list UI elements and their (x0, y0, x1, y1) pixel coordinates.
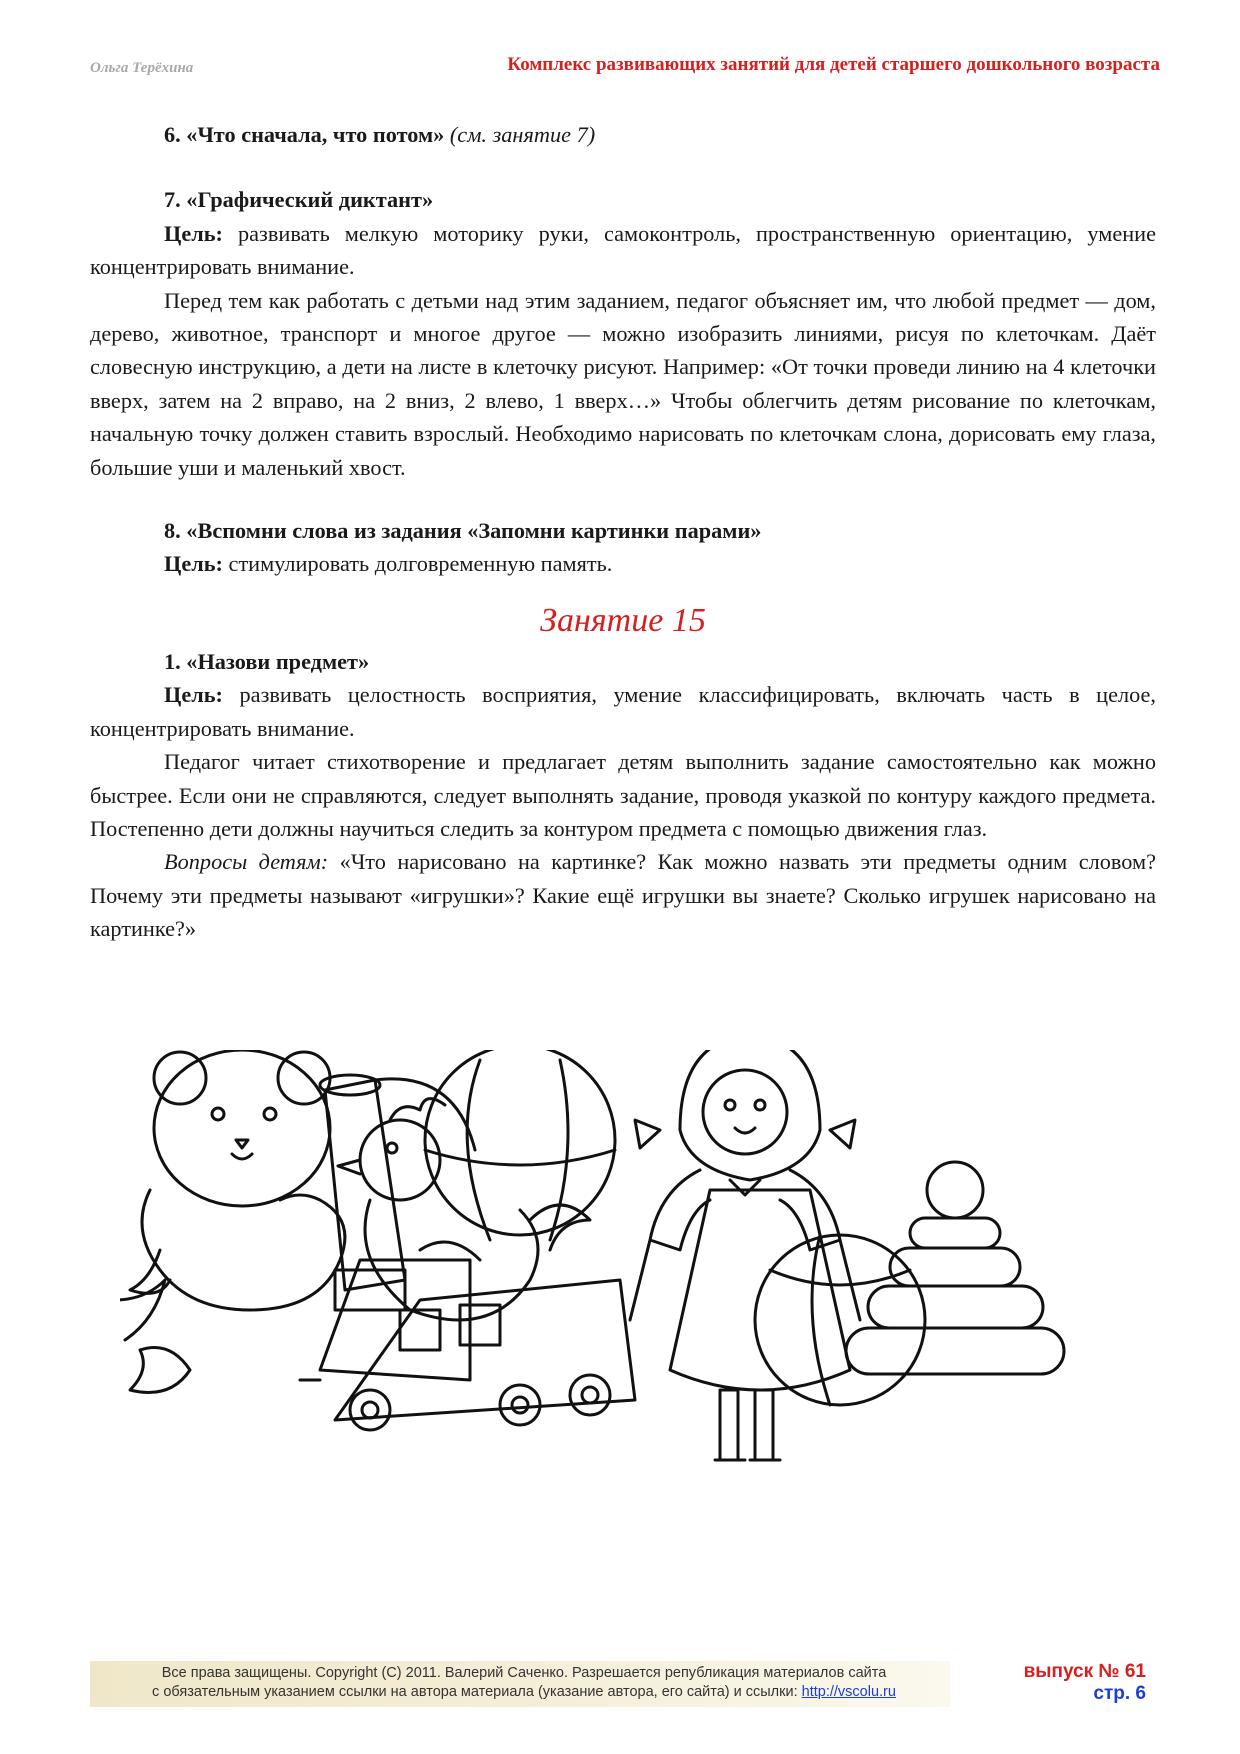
page-number: стр. 6 (1093, 1683, 1146, 1704)
footer-site-link[interactable]: http://vscolu.ru (801, 1684, 896, 1700)
toys-illustration (120, 1050, 1130, 1640)
section-8-heading: 8. «Вспомни слова из задания «Запомни картинки парами» (164, 518, 762, 544)
footer-copyright-line: Все права защищены. Copyright (C) 2011. Валерий Саченко. Разрешается републикация материалов сайта (161, 1665, 887, 1681)
section-7-body: Перед тем как работать с детьми над этим заданием, педагог объясняет им, что любой предмет — дом, дерево, животное, транспорт и многое другое — можно изобразить линиями, рисуя по клеточкам. Даёт словесную инструкцию, а дети на листе в клеточку рисуют. Например: «От точки проведи линию на 4 клеточки вверх, затем на 2 вправо, на 2 вниз, 2 влево, 1 вверх…» Чтобы облегчить детям рисование по клеточкам, начальную точку должен ставить взрослый. Необходимо нарисовать по клеточкам слона, дорисовать ему глаза, большие уши и маленький хвост. (90, 287, 1156, 480)
section-7-goal: Цель: развивать мелкую моторику руки, самоконтроль, пространственную ориентацию, умение концентрировать внимание. (90, 220, 1156, 280)
pyramid-drawing (846, 1162, 1064, 1374)
header-title: Комплекс развивающих занятий для детей старшего дошкольного возраста (507, 54, 1160, 75)
truck-drawing (300, 1260, 635, 1430)
page-header (90, 54, 1160, 84)
lesson-1-questions: Вопросы детям: «Что нарисовано на картинке? Как можно назвать эти предметы одним словом? Почему эти предметы называют «игрушки»? Какие ещё игрушки вы знаете? Сколько игрушек нарисовано на картинке?» (90, 849, 1156, 942)
bucket-drawing (320, 1075, 475, 1290)
section-7-heading: 7. «Графический диктант» (164, 187, 434, 213)
page-footer (90, 1661, 1160, 1707)
lesson-1-goal: Цель: развивать целостность восприятия, умение классифицировать, включать часть в целое, концентрировать внимание. (90, 682, 1157, 741)
section-8-goal: Цель: стимулировать долговременную память. (164, 551, 613, 577)
document-body (90, 118, 1156, 946)
footer-attribution-line: с обязательным указанием ссылки на автора материала (указание автора, его сайта) и ссылки: http://vscolu.ru (152, 1684, 896, 1700)
footer-band (90, 1661, 950, 1707)
lesson-title: Занятие 15 (540, 601, 706, 639)
issue-number: выпуск № 61 (1023, 1661, 1146, 1682)
section-6-heading: 6. «Что сначала, что потом» (см. занятие 7) (164, 122, 596, 147)
doll-drawing (630, 1050, 860, 1460)
lesson-1-heading: 1. «Назови предмет» (164, 648, 370, 674)
teddy-bear-drawing (120, 1050, 345, 1393)
header-author: Ольга Терёхина (90, 60, 194, 76)
lesson-1-body: Педагог читает стихотворение и предлагает детям выполнить задание самостоятельно как можно быстрее. Если они не справляются, следует выполнять задание, проводя указкой по контуру каждого предмета. Постепенно дети должны научиться следить за контуром предмета с помощью движения глаз. (90, 749, 1156, 841)
section-6-note: (см. занятие 7) (449, 122, 596, 147)
